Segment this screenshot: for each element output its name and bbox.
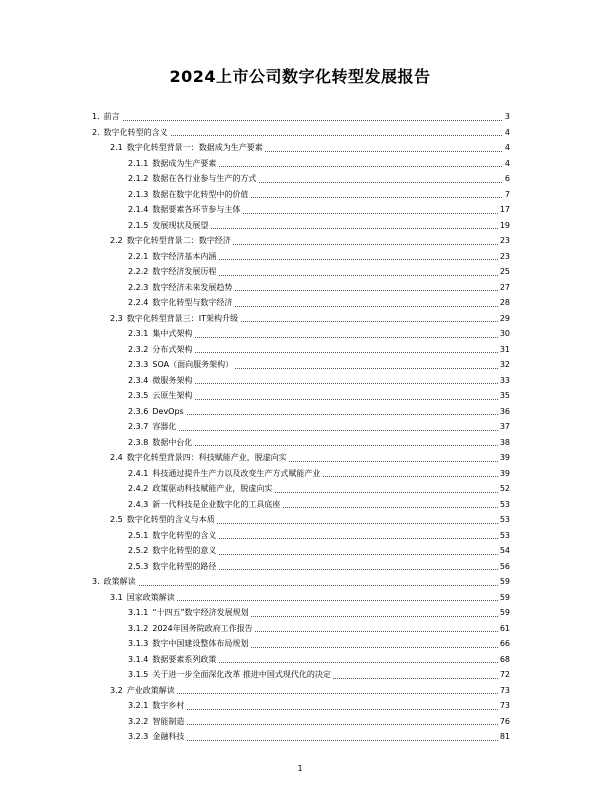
toc-entry-title	[128, 466, 322, 482]
toc-entry[interactable]	[0, 652, 600, 668]
toc-entry-page: 30	[498, 326, 510, 342]
toc-entry-title	[128, 621, 255, 637]
toc-entry-page: 76	[498, 714, 510, 730]
toc-entry-title	[110, 311, 240, 327]
toc-entry-page: 59	[498, 574, 510, 590]
toc-entry-title	[128, 171, 258, 187]
toc-entry-label: SOA（面向服务架构）	[152, 360, 234, 369]
toc-entry-number: 3.2	[110, 685, 123, 695]
toc-entry-label: 数字经济基本内涵	[152, 251, 217, 261]
toc-entry-number: 3.1.1	[128, 608, 149, 617]
toc-entry-title	[110, 683, 177, 699]
toc-entry[interactable]	[0, 264, 600, 280]
toc-entry-title	[128, 729, 186, 745]
toc-entry[interactable]	[0, 621, 600, 637]
toc-entry[interactable]	[0, 667, 600, 683]
toc-entry-number: 2.1.4	[128, 205, 149, 214]
toc-entry-page: 54	[498, 543, 510, 559]
toc-entry-page: 68	[498, 652, 510, 668]
toc-entry-number: 2.3	[110, 313, 123, 323]
toc-entry-page: 6	[503, 171, 510, 187]
toc-entry[interactable]	[0, 512, 600, 528]
toc-entry-number: 2.4.2	[128, 484, 149, 493]
toc-entry-number: 2.	[92, 127, 100, 137]
toc-entry-number: 2.3.4	[128, 375, 149, 385]
toc-entry-number: 3.2.2	[128, 716, 149, 726]
toc-entry-number: 2.4.3	[128, 499, 149, 509]
toc-entry-page: 53	[498, 528, 510, 544]
toc-entry-label: 政策解读	[103, 577, 136, 586]
toc-entry[interactable]	[0, 280, 600, 296]
toc-entry-page: 39	[498, 450, 510, 466]
toc-entry-label: 科技通过提升生产力以及改变生产方式赋能产业	[152, 468, 321, 478]
toc-entry-page: 32	[498, 357, 510, 373]
toc-entry-page: 59	[498, 605, 510, 621]
toc-entry[interactable]	[0, 559, 600, 575]
toc-entry-title	[128, 280, 234, 296]
toc-entry-page: 53	[498, 512, 510, 528]
toc-entry-label: 数据在各行业参与生产的方式	[152, 174, 257, 183]
toc-entry-number: 2.2	[110, 236, 123, 245]
toc-entry-page: 4	[503, 156, 510, 172]
toc-entry-page: 17	[498, 202, 510, 218]
toc-entry-label: 数字化转型与数字经济	[152, 298, 233, 307]
toc-entry[interactable]	[0, 605, 600, 621]
toc-entry-label: 数据在数字化转型中的价值	[152, 189, 249, 199]
toc-entry[interactable]	[0, 590, 600, 606]
toc-entry-title	[128, 419, 178, 435]
dot-leader	[92, 120, 508, 121]
toc-entry-number: 2.5.2	[128, 546, 149, 555]
toc-entry-number: 3.2.3	[128, 732, 149, 741]
toc-entry-number: 2.3.1	[128, 329, 149, 338]
toc-entry-label: 数据成为生产要素	[152, 158, 217, 168]
toc-entry-title	[110, 233, 233, 249]
toc-entry-number: 2.1.3	[128, 189, 149, 199]
toc-entry-page: 28	[498, 295, 510, 311]
toc-entry-page: 25	[498, 264, 510, 280]
toc-entry-number: 2.3.3	[128, 360, 149, 369]
toc-entry-title	[128, 559, 218, 575]
toc-entry-title	[128, 636, 250, 652]
toc-entry-number: 3.1.3	[128, 639, 149, 648]
toc-entry-label: 数据要素系列政策	[152, 654, 217, 664]
toc-entry-page: 37	[498, 419, 510, 435]
toc-entry-page: 35	[498, 388, 510, 404]
toc-entry-title	[128, 373, 194, 389]
toc-entry-title	[128, 187, 250, 203]
toc-entry-label: 数字化转型的含义	[103, 127, 168, 137]
toc-entry-label: 数字经济发展历程	[152, 267, 217, 276]
toc-entry[interactable]	[0, 202, 600, 218]
toc-entry-label: “十四五”数字经济发展规划	[152, 608, 249, 617]
toc-entry-number: 3.2.1	[128, 701, 149, 710]
toc-entry-number: 2.5.3	[128, 561, 149, 571]
toc-entry-title	[128, 667, 333, 683]
toc-entry-number: 3.1	[110, 592, 123, 602]
toc-entry[interactable]	[0, 729, 600, 745]
toc-entry-label: 数据中台化	[152, 437, 193, 447]
toc-entry[interactable]	[0, 125, 600, 141]
toc-entry-title	[128, 357, 235, 373]
toc-entry-page: 31	[498, 342, 510, 358]
toc-entry-title	[110, 450, 289, 466]
toc-entry-label: 发展现状及展望	[152, 220, 209, 230]
toc-entry-number: 2.1.2	[128, 174, 149, 183]
toc-entry[interactable]	[0, 187, 600, 203]
toc-entry-label: 数字化转型的含义	[152, 530, 217, 540]
toc-entry-label: 国家政策解读	[126, 592, 175, 602]
toc-entry-label: 数字经济未来发展趋势	[152, 282, 233, 292]
toc-entry-label: 数字化转型背景二：数字经济	[126, 236, 231, 245]
toc-entry-label: 数字中国建设整体布局规划	[152, 639, 249, 648]
toc-entry-title	[128, 605, 251, 621]
toc-entry-title	[110, 512, 217, 528]
toc-entry-label: 数字化转型的意义	[152, 546, 217, 555]
toc-entry-title	[128, 698, 186, 714]
toc-entry-page: 61	[498, 621, 510, 637]
toc-entry-number: 2.3.6	[128, 406, 149, 416]
toc-entry-label: 分布式架构	[152, 344, 193, 354]
toc-entry-page: 36	[498, 404, 510, 420]
toc-entry[interactable]	[0, 171, 600, 187]
toc-entry-label: 数字化转型的含义与本质	[126, 515, 215, 524]
toc-entry-number: 1.	[92, 112, 100, 121]
toc-entry-label: 数字化转型的路径	[152, 561, 217, 571]
toc-entry[interactable]	[0, 404, 600, 420]
toc-entry-title	[128, 528, 218, 544]
toc-entry-page: 56	[498, 559, 510, 575]
toc-entry-title	[128, 202, 242, 218]
toc-entry-title	[128, 543, 218, 559]
toc-entry-number: 3.1.4	[128, 654, 149, 664]
toc-entry-title	[92, 574, 138, 590]
toc-entry-number: 2.3.2	[128, 344, 149, 354]
toc-entry-number: 2.4.1	[128, 468, 149, 478]
table-of-contents	[0, 109, 600, 745]
toc-entry[interactable]	[0, 466, 600, 482]
toc-entry[interactable]	[0, 698, 600, 714]
toc-entry-page: 52	[498, 481, 510, 497]
toc-entry-number: 2.3.5	[128, 391, 149, 400]
toc-entry-page: 66	[498, 636, 510, 652]
toc-entry-page: 23	[498, 233, 510, 249]
toc-entry-title	[128, 295, 234, 311]
toc-entry[interactable]	[0, 357, 600, 373]
toc-entry[interactable]	[0, 419, 600, 435]
toc-entry[interactable]	[0, 636, 600, 652]
toc-entry[interactable]	[0, 543, 600, 559]
toc-entry-label: 2024年国务院政府工作报告	[152, 623, 253, 633]
toc-entry-title	[128, 249, 218, 265]
toc-entry-page: 4	[503, 125, 510, 141]
toc-entry-label: 微服务架构	[152, 375, 193, 385]
toc-entry-number: 3.	[92, 577, 100, 586]
toc-entry[interactable]	[0, 481, 600, 497]
toc-entry-number: 2.5	[110, 515, 123, 524]
toc-entry[interactable]	[0, 373, 600, 389]
toc-entry-number: 3.1.5	[128, 670, 149, 679]
toc-entry-title	[92, 125, 170, 141]
toc-entry-page: 39	[498, 466, 510, 482]
toc-entry-page: 59	[498, 590, 510, 606]
toc-entry[interactable]	[0, 218, 600, 234]
toc-entry-page: 19	[498, 218, 510, 234]
toc-entry-title	[128, 218, 210, 234]
dot-leader	[92, 585, 508, 586]
document-title: 2024上市公司数字化转型发展报告	[169, 67, 431, 86]
toc-entry[interactable]	[0, 528, 600, 544]
toc-entry-title	[128, 497, 282, 513]
toc-entry-number: 2.4	[110, 453, 123, 462]
toc-entry[interactable]	[0, 435, 600, 451]
toc-entry-label: 前言	[103, 112, 120, 121]
toc-entry[interactable]	[0, 140, 600, 156]
toc-entry-number: 2.1.5	[128, 220, 149, 230]
toc-entry-label: DevOps	[152, 406, 184, 416]
page-number: 1	[297, 764, 303, 773]
toc-entry-label: 数字乡村	[152, 701, 185, 710]
toc-entry-number: 2.3.8	[128, 437, 149, 447]
toc-entry[interactable]	[0, 450, 600, 466]
toc-entry-page: 23	[498, 249, 510, 265]
toc-entry-label: 政策驱动科技赋能产业，脱虚向实	[152, 484, 273, 493]
toc-entry-label: 新一代科技是企业数字化的工具底座	[152, 499, 281, 509]
toc-entry-page: 73	[498, 698, 510, 714]
toc-entry-number: 2.5.1	[128, 530, 149, 540]
toc-entry[interactable]	[0, 109, 600, 125]
toc-entry-number: 2.2.4	[128, 298, 149, 307]
toc-entry-label: 数字化转型背景四：科技赋能产业，脱虚向实	[126, 453, 287, 462]
toc-entry-label: 数字化转型背景三：IT架构升级	[126, 313, 238, 323]
toc-entry-label: 云原生架构	[152, 391, 193, 400]
toc-entry-label: 智能制造	[152, 716, 185, 726]
toc-entry-title	[128, 435, 194, 451]
toc-entry-number: 2.1.1	[128, 158, 149, 168]
toc-entry-title	[128, 404, 186, 420]
toc-entry[interactable]	[0, 326, 600, 342]
toc-entry[interactable]	[0, 249, 600, 265]
toc-entry[interactable]	[0, 683, 600, 699]
toc-entry-page: 81	[498, 729, 510, 745]
toc-entry-label: 金融科技	[152, 732, 185, 741]
toc-entry-page: 3	[503, 109, 510, 125]
toc-entry[interactable]	[0, 295, 600, 311]
toc-entry[interactable]	[0, 388, 600, 404]
toc-entry-title	[128, 156, 218, 172]
toc-entry-number: 2.2.2	[128, 267, 149, 276]
toc-entry-label: 关于进一步全面深化改革 推进中国式现代化的决定	[152, 670, 331, 679]
toc-entry-title	[128, 714, 186, 730]
toc-entry-page: 33	[498, 373, 510, 389]
toc-entry-title	[128, 326, 194, 342]
toc-entry-page: 7	[503, 187, 510, 203]
toc-entry-label: 数据要素各环节参与主体	[152, 205, 241, 214]
toc-entry-page: 4	[503, 140, 510, 156]
toc-entry-title	[128, 481, 274, 497]
toc-entry[interactable]	[0, 342, 600, 358]
toc-entry-page: 38	[498, 435, 510, 451]
toc-entry-title	[128, 342, 194, 358]
toc-entry-number: 2.3.7	[128, 422, 149, 431]
toc-entry-number: 3.1.2	[128, 623, 149, 633]
toc-entry-number: 2.2.1	[128, 251, 149, 261]
toc-entry-page: 53	[498, 497, 510, 513]
toc-entry-page: 29	[498, 311, 510, 327]
toc-entry-title	[110, 140, 265, 156]
dot-leader	[128, 430, 508, 431]
toc-entry-page: 72	[498, 667, 510, 683]
toc-entry-number: 2.1	[110, 143, 123, 152]
toc-entry-page: 27	[498, 280, 510, 296]
toc-entry-page: 73	[498, 683, 510, 699]
toc-entry[interactable]	[0, 156, 600, 172]
toc-entry-number: 2.2.3	[128, 282, 149, 292]
toc-entry[interactable]	[0, 497, 600, 513]
toc-entry-label: 集中式架构	[152, 329, 193, 338]
toc-entry[interactable]	[0, 311, 600, 327]
toc-entry-title	[92, 109, 122, 125]
toc-entry-title	[110, 590, 177, 606]
toc-entry[interactable]	[0, 574, 600, 590]
toc-entry-label: 数字化转型背景一：数据成为生产要素	[126, 143, 263, 152]
toc-entry-label: 容器化	[152, 422, 177, 431]
toc-entry-title	[128, 388, 194, 404]
toc-entry[interactable]	[0, 233, 600, 249]
toc-entry-label: 产业政策解读	[126, 685, 175, 695]
toc-entry[interactable]	[0, 714, 600, 730]
toc-entry-title	[128, 264, 218, 280]
toc-entry-title	[128, 652, 218, 668]
